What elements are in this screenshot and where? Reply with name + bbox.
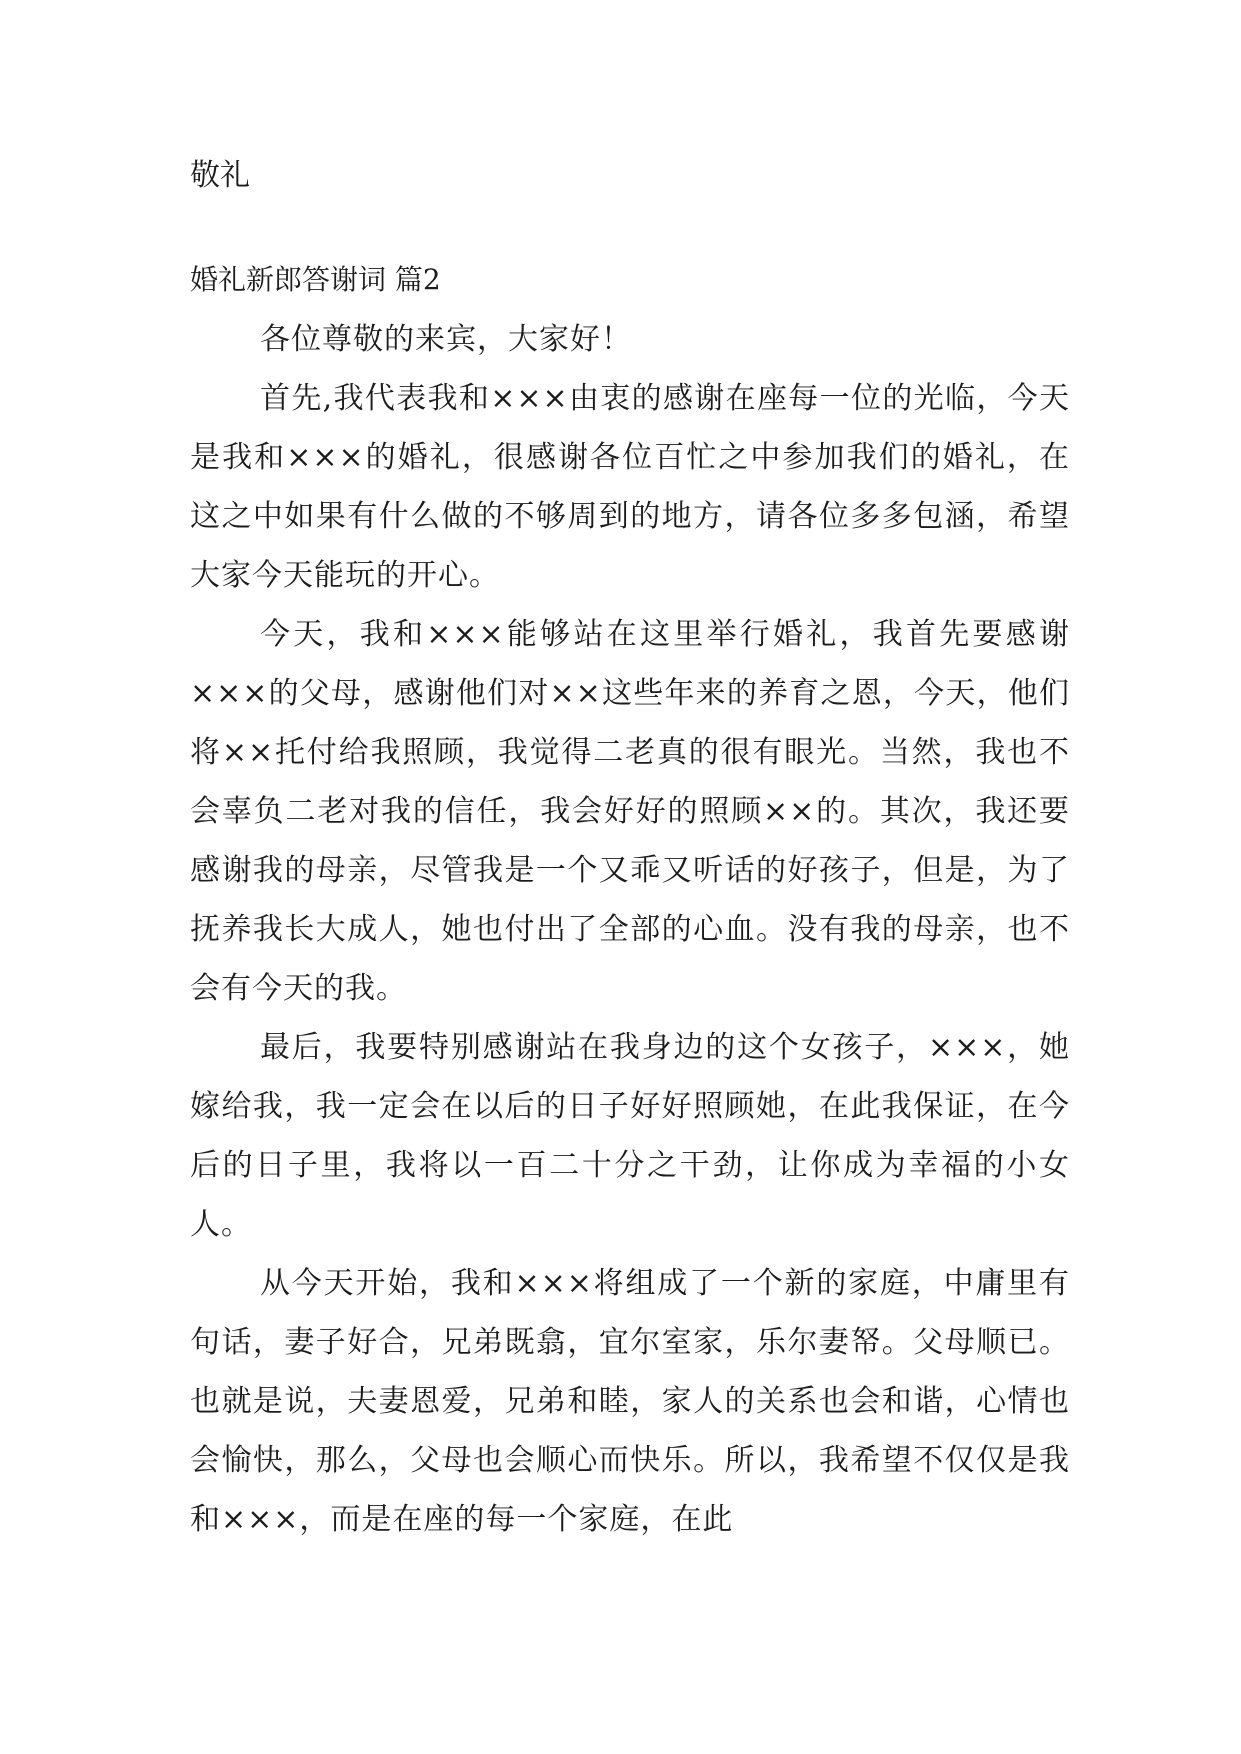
paragraph-greeting: 各位尊敬的来宾，大家好！ <box>260 322 632 357</box>
paragraph-thanks-bride: 最后，我要特别感谢站在我身边的这个女孩子，×××，她嫁给我，我一定会在以后的日子好好照顾她，在此我保证，在今后的日子里，我将以一百二十分之干劲，让你成为幸福的小女人。 <box>190 1030 1070 1242</box>
document-body <box>190 156 1070 1549</box>
closing-salutation: 敬礼 <box>190 158 250 193</box>
paragraph-thanks-parents: 今天，我和×××能够站在这里举行婚礼，我首先要感谢×××的父母，感谢他们对××这些年来的养育之恩，今天，他们将××托付给我照顾，我觉得二老真的很有眼光。当然，我也不会辜负二老对我的信任，我会好好的照顾××的。其次，我还要感谢我的母亲，尽管我是一个又乖又听话的好孩子，但是，为了抚养我长大成人，她也付出了全部的心血。没有我的母亲，也不会有今天的我。 <box>190 617 1070 1006</box>
paragraph-opening: 首先,我代表我和×××由衷的感谢在座每一位的光临，今天是我和×××的婚礼，很感谢各位百忙之中参加我们的婚礼，在这之中如果有什么做的不够周到的地方，请各位多多包涵，希望大家今天能玩的开心。 <box>190 381 1070 593</box>
paragraph-new-family: 从今天开始，我和×××将组成了一个新的家庭，中庸里有句话，妻子好合，兄弟既翕，宜尔室家，乐尔妻帑。父母顺已。也就是说，夫妻恩爱，兄弟和睦，家人的关系也会和谐，心情也会愉快，那么，父母也会顺心而快乐。所以，我希望不仅仅是我和×××，而是在座的每一个家庭，在此 <box>190 1266 1070 1537</box>
section-heading: 婚礼新郎答谢词 篇2 <box>190 263 441 296</box>
